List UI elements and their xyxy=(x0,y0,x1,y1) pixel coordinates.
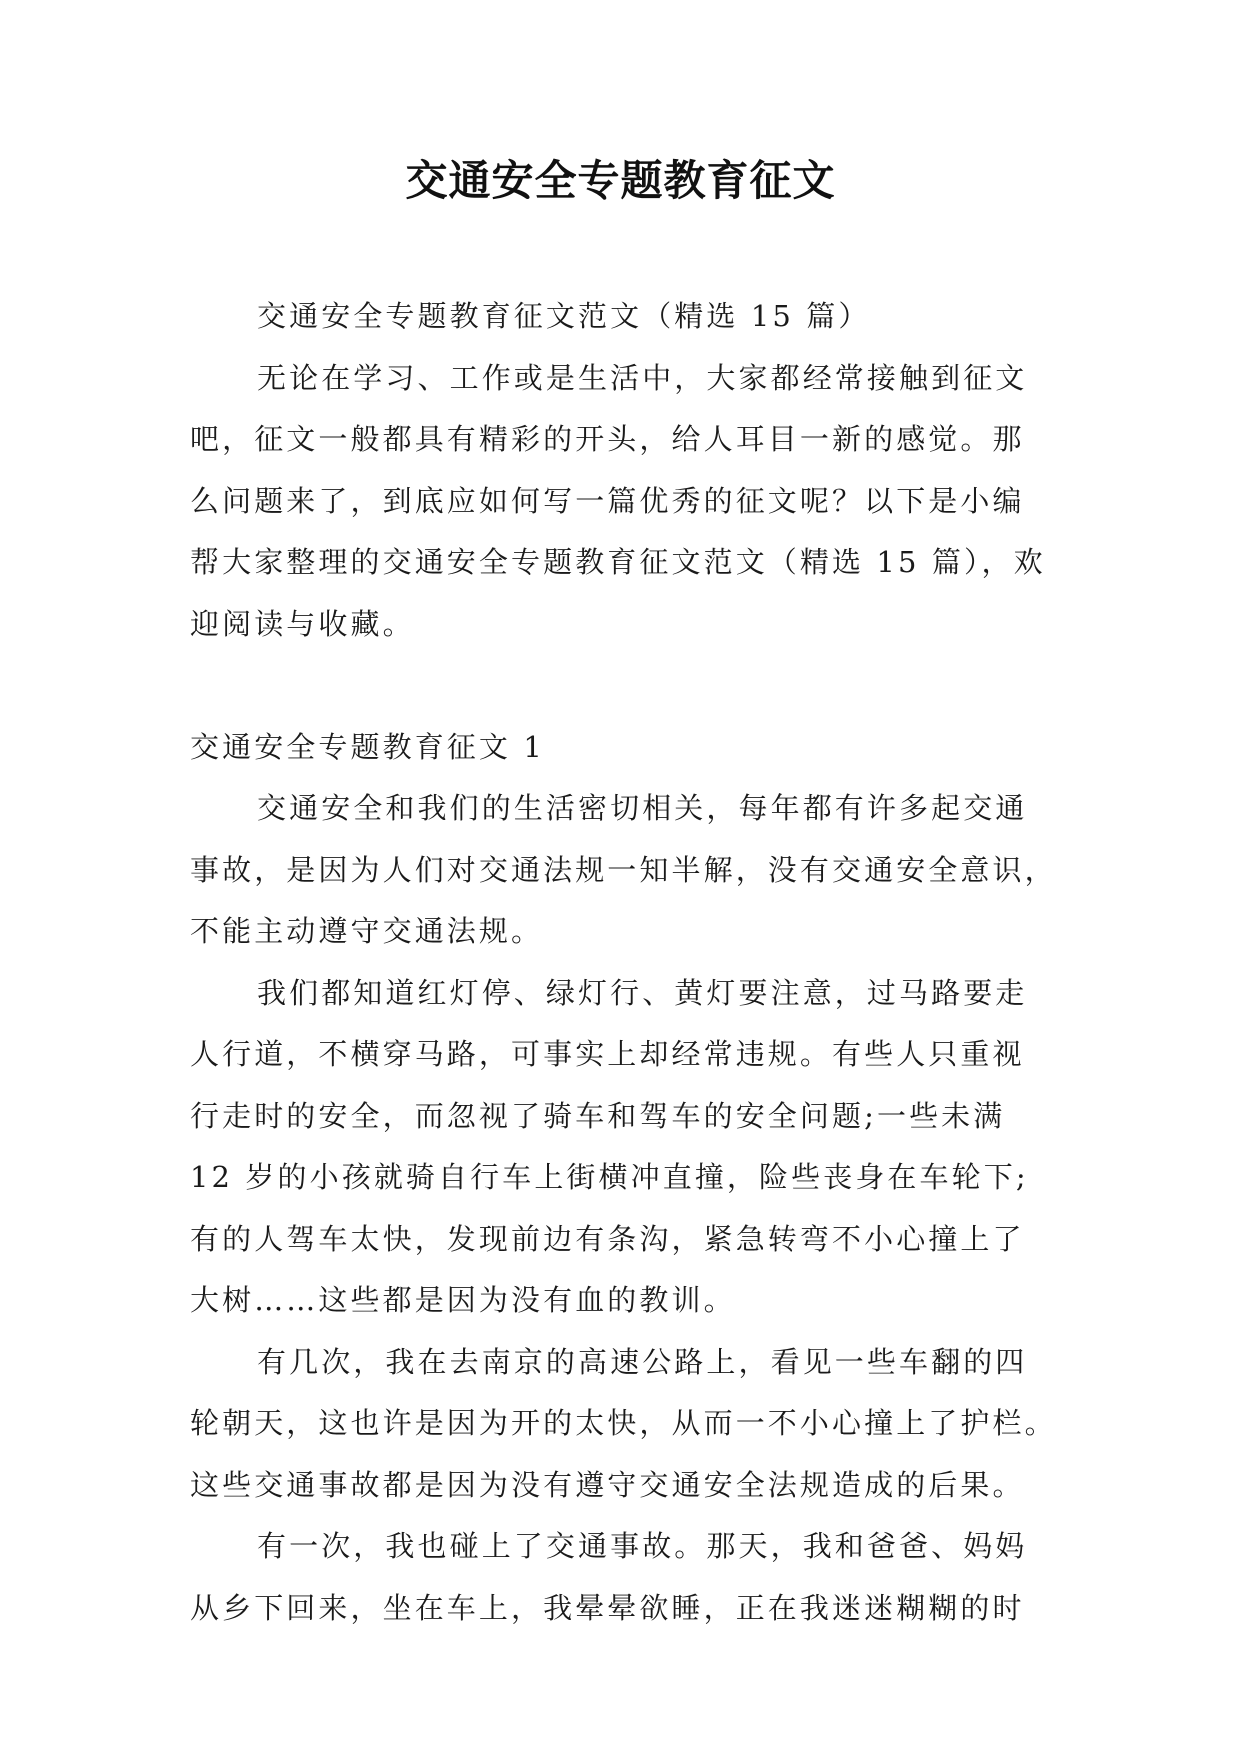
text-line: 事故，是因为人们对交通法规一知半解，没有交通安全意识， xyxy=(190,852,1057,887)
text-line: 迎阅读与收藏。 xyxy=(190,606,415,641)
text-line: 行走时的安全，而忽视了骑车和驾车的安全问题;一些未满 xyxy=(190,1098,1006,1133)
text-line: 我们都知道红灯停、绿灯行、黄灯要注意，过马路要走 xyxy=(257,975,1028,1010)
intro-paragraph xyxy=(190,348,1054,656)
text-line: 从乡下回来，坐在车上，我晕晕欲睡，正在我迷迷糊糊的时 xyxy=(190,1590,1025,1625)
text-line: 轮朝天，这也许是因为开的太快，从而一不小心撞上了护栏。 xyxy=(190,1406,1057,1440)
spacer xyxy=(190,655,1054,717)
document-title: 交通安全专题教育征文 xyxy=(405,156,836,205)
body-paragraph xyxy=(190,1332,1057,1517)
section-heading: 交通安全专题教育征文 1 xyxy=(190,729,545,764)
text-line: 12 岁的小孩就骑自行车上街横冲直撞，险些丧身在车轮下; xyxy=(190,1160,1029,1194)
body-paragraph xyxy=(190,963,1054,1332)
text-line: 人行道，不横穿马路，可事实上却经常违规。有些人只重视 xyxy=(190,1037,1025,1071)
document-body xyxy=(190,286,1057,1639)
text-line: 吧，征文一般都具有精彩的开头，给人耳目一新的感觉。那 xyxy=(190,422,1025,456)
text-line: 大树……这些都是因为没有血的教训。 xyxy=(190,1283,736,1317)
text-line: 有一次，我也碰上了交通事故。那天，我和爸爸、妈妈 xyxy=(257,1529,1028,1563)
text-line: 这些交通事故都是因为没有遵守交通安全法规造成的后果。 xyxy=(190,1467,1025,1502)
text-line: 么问题来了，到底应如何写一篇优秀的征文呢？以下是小编 xyxy=(190,483,1025,518)
text-line: 有几次，我在去南京的高速公路上，看见一些车翻的四 xyxy=(257,1344,1028,1379)
text-line: 交通安全和我们的生活密切相关，每年都有许多起交通 xyxy=(257,791,1028,825)
text-line: 无论在学习、工作或是生活中，大家都经常接触到征文 xyxy=(257,360,1028,395)
text-line: 有的人驾车太快，发现前边有条沟，紧急转弯不小心撞上了 xyxy=(190,1221,1025,1256)
text-line: 不能主动遵守交通法规。 xyxy=(190,914,544,948)
body-paragraph xyxy=(190,778,1057,963)
body-paragraph xyxy=(190,1516,1054,1639)
document-subtitle: 交通安全专题教育征文范文（精选 15 篇） xyxy=(257,299,871,333)
text-line: 帮大家整理的交通安全专题教育征文范文（精选 15 篇），欢 xyxy=(190,545,1046,579)
